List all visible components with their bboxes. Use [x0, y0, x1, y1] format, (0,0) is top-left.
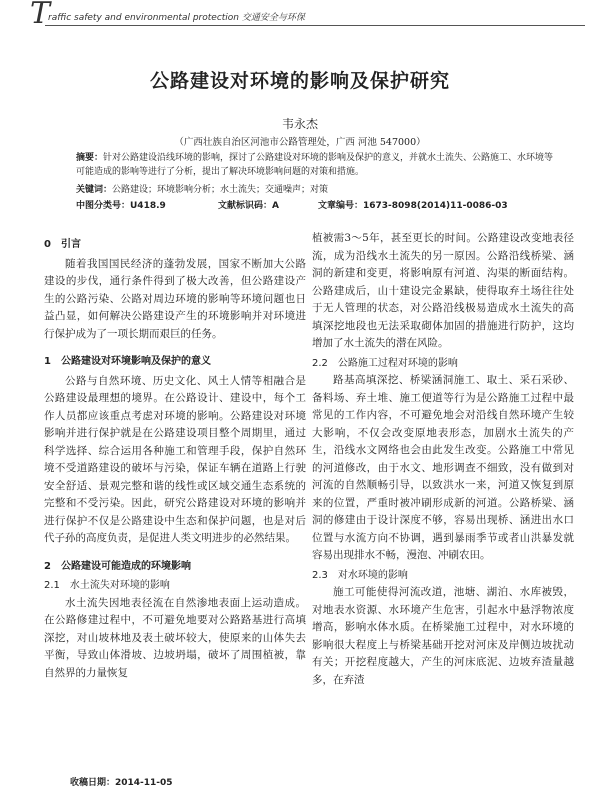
clc-number: 中图分类号：U418.9: [76, 201, 166, 211]
header-running-title: raffic safety and environmental protection 交通安全与环保: [48, 13, 305, 23]
section-1-title: 1 公路建设对环境影响及保护的意义: [44, 356, 211, 367]
abstract-text: 针对公路建设沿线环境的影响，探讨了公路建设对环境的影响及保护的意义，并就水土流失、公路施工、水环境等可能造成的影响等进行了分析，提出了解决环境影响问题的对策和措施。: [76, 153, 554, 177]
left-column: [44, 230, 306, 682]
article-number: 文章编号：1673-8098(2014)11-0086-03: [318, 201, 508, 211]
section-2-2-paragraph: 路基高填深挖、桥梁涵洞施工、取土、采石采砂、备料场、弃土堆、施工便道等行为是公路施工过程中最常见的工作内容，不可避免地会对沿线自然环境产生较大影响，不仅会改变原地表形态，加剧水土流失的产生，沿线水文网络也会由此发生改变。公路施工中常见的河道修改，由于水文、地形调查不细致，没有做到对河流的自然顺畅引导，以致洪水一来，河道又恢复到原来的位置，严重时被冲刷形成新的河道。公路桥梁、涵洞的修建由于设计深度不够，容易出现桥、涵进出水口位置与水流方向不协调，遇到暴雨季节或者山洪暴发就容易出现排水不畅，漫泡、冲刷农田。: [312, 374, 574, 561]
affiliation: （广西壮族自治区河池市公路管理处，广西 河池 547000）: [174, 137, 426, 148]
header-rule: [45, 25, 585, 26]
keywords-label: 关键词：: [76, 185, 113, 195]
section-2-1-paragraph: 水土流失因地表径流在自然渗地表面上运动造成。在公路修建过程中，不可避免地要对公路路基进行高填深挖，对山坡林地及表土破坏较大，使原来的山体失去平衡，导致山体滑坡、边坡坍塌，破坏了周围植被，靠自然界的力量恢复: [44, 596, 306, 679]
keywords-text: 公路建设；环境影响分析；水土流失；交通噪声；对策: [112, 185, 329, 195]
document-code: 文献标识码：A: [218, 201, 279, 211]
continued-paragraph: 植被需3～5年，甚至更长的时间。公路建设改变地表径流，成为沿线水土流失的另一原因。公路沿线桥梁、涵洞的新建和变更，将影响原有河道、沟渠的断面结构。公路建成后，山十建设完金累缺，使得取弃土场往往处于无人管理的状态，对公路沿线极易造成水土流失的高填深挖地段也无法采取砌体加固的措施进行防护，这均增加了水土流失的潜在风险。: [312, 232, 574, 349]
author: 韦永杰: [281, 117, 318, 131]
section-1-paragraph: 公路与自然环境、历史文化、风土人情等相融合是公路建设最理想的境界。在公路设计、建设中，每个工作人员都应该重点考虑对环境的影响。公路建设对环境影响并进行保护就是在公路建设项目整个周期里，通过科学选择、综合运用各种施工和管理手段，保护自然环境不受道路建设的破坏与污染，保证车辆在道路上行驶安全舒适、景观完整和谐的线性或区域交通生态系统的完整和不受污染。因此，研究公路建设对环境的影响并进行保护不仅是公路建设中生态和保护问题，也是对后代子孙的高度负责，是促进人类文明进步的必然结果。: [44, 374, 306, 544]
section-2-1-title: 2.1 水土流失对环境的影响: [44, 580, 170, 591]
section-2-title: 2 公路建设可能造成的环境影响: [44, 560, 191, 572]
right-column: [312, 230, 574, 689]
abstract-label: 摘要：: [76, 153, 104, 163]
section-2-2-title: 2.2 公路施工过程对环境的影响: [312, 357, 458, 369]
article-title: 公路建设对环境的影响及保护研究: [149, 70, 450, 92]
running-header: [30, 0, 570, 31]
abstract: [76, 151, 556, 179]
section-0-paragraph: 随着我国国民经济的蓬勃发展，国家不断加大公路建设的步伐，通行条件得到了极大改善，但公路建设产生的公路污染、公路对周边环境的影响等环境问题也日益凸显，如何解决公路建设产生的环境影响并对环境进行保护成为了一项长期而艰巨的任务。: [44, 257, 306, 340]
section-2-3-paragraph: 施工可能使得河流改道，池塘、湖泊、水库被毁，对地表水资源、水环境产生危害，引起水中悬浮物浓度增高，影响水体水质。在桥梁施工过程中，对水环境的影响很大程度上与桥梁基础开挖对河床及岸侧边坡扰动有关；开挖程度越大，产生的河床底泥、边坡弃渣量越多，在弃渣: [312, 586, 574, 686]
section-0-title: 0 引言: [44, 239, 81, 250]
header-initial: T: [30, 0, 51, 31]
keywords: [76, 183, 556, 197]
received-date: 收稿日期：2014-11-05: [70, 778, 173, 788]
section-2-3-title: 2.3 对水环境的影响: [312, 569, 408, 581]
